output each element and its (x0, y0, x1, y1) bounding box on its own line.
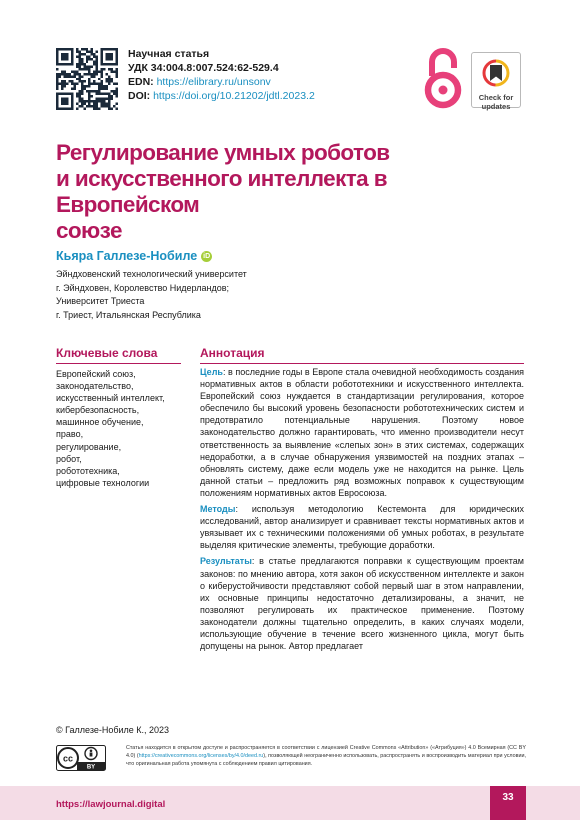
affiliation-line: Эйндховенский технологический университет (56, 269, 247, 279)
affiliation-line: Университет Триеста (56, 296, 145, 306)
edn-link[interactable]: https://elibrary.ru/unsonv (156, 76, 271, 88)
cc-by-license-icon (56, 745, 106, 771)
title-line: Регулирование умных роботов (56, 140, 390, 165)
cc-icon-text: cc (62, 753, 74, 764)
keyword: кибербезопасность, (56, 405, 140, 416)
abstract-goal: Цель: в последние годы в Европе стала очевидной необходимость создания нормативных актов в области робототехники и искусственного интеллекта. Европейский союз нуждается в стандартизации регулирования, которое обеспечило бы высокий уровень безопасности робототехнических систем и предотвратило потенциальные нарушения. Поэтому новое законодательство должно гарантировать, что именно производители несут ответственность за выявление «слепых зон» в этих системах, содержащих недоработки, а в случае обнаружения уязвимостей на поздних этапах – обновлять систему, даже если модель уже не находится на рынке. Цель данной статьи – предложить ряд возможных поправок к существующим положениям нормативных актов Евросоюза. (200, 367, 524, 498)
article-title (56, 140, 526, 244)
keyword: цифровые технологии (56, 477, 150, 488)
check-for-updates-button[interactable] (471, 52, 521, 111)
keyword: робот, (56, 453, 82, 464)
license-text: Статья находится в открытом доступе и распространяется в соответствии с лицензией Creative Commons «Attribution» («Атрибуция») 4.0 Всемирная (CC BY 4.0) (https://creativecommons.org/licenses/by/4.0/deed.ru), позволяющей неограниченно использовать, распространять и воспроизводить материал при условии, что оригинальная работа упомянута с соблюдением правил цитирования. (126, 745, 526, 767)
keyword: регулирование, (56, 441, 122, 452)
journal-site-link[interactable]: https://lawjournal.digital (56, 799, 166, 810)
author-name: Кьяра Галлезе-Нобиле (56, 249, 198, 263)
keyword: законодательство, (56, 381, 134, 392)
article-type: Научная статья (128, 48, 210, 60)
keyword: машинное обучение, (56, 417, 144, 428)
udc: УДК 34:004.8:007.524:62-529.4 (128, 62, 279, 74)
keyword: робототехника, (56, 465, 120, 476)
license-link[interactable]: https://creativecommons.org/licenses/by/4.0/deed.ru (138, 752, 264, 759)
abstract-results: Результаты: в статье предлагаются поправки к существующим проектам законов: по мнению автора, хотя закон об искусственном интеллекте и закон о киберустойчивости представляют собой первый шаг в этом направлении, их основные принципы недостаточно детализированы, а значит, не позволяют регулировать их практическое применение. Поэтому законодатели должны тщательно определить, в каких случаях модели, использующие обучение в течение всего жизненного цикла, могут быть допущены на рынок. Автор предлагает (200, 556, 524, 652)
qr-code (56, 48, 118, 110)
abstract-heading: Аннотация (200, 346, 524, 364)
doi: DOI: https://doi.org/10.21202/jdtl.2023.2 (128, 90, 315, 102)
article-meta (128, 47, 315, 103)
title-line: и искусственного интеллекта в Европейском (56, 166, 387, 217)
open-access-icon (420, 46, 466, 112)
edn: EDN: https://elibrary.ru/unsonv (128, 76, 271, 88)
affiliation-line: г. Триест, Итальянская Республика (56, 309, 201, 320)
keyword: право, (56, 429, 84, 440)
check-badge-line2: updates (481, 101, 511, 111)
keyword: Европейский союз, (56, 369, 136, 379)
by-label: BY (86, 764, 96, 771)
keyword: искусственный интеллект, (56, 393, 165, 404)
check-badge-line1: Check for (478, 93, 514, 102)
check-updates-icon (481, 58, 511, 88)
abstract-body (200, 366, 524, 656)
doi-link[interactable]: https://doi.org/10.21202/jdtl.2023.2 (153, 90, 315, 102)
orcid-icon[interactable]: iD (203, 252, 211, 260)
keywords-heading: Ключевые слова (56, 346, 181, 364)
keywords-list (56, 368, 181, 489)
page-number: 33 (490, 786, 526, 820)
author (56, 249, 212, 263)
affiliation-line: г. Эйндховен, Королевство Нидерландов; (56, 282, 230, 293)
copyright: © Галлезе-Нобиле К., 2023 (56, 725, 170, 735)
abstract-methods: Методы: используя методологию Кестемонта для юридических исследований, автор анализирует и сравнивает тексты нормативных актов и увязывает их с техническими положениями об умных роботах, в результате выделяя критические элементы, требующие доработки. (200, 504, 524, 551)
title-line: союзе (56, 218, 122, 243)
affiliations (56, 268, 247, 322)
